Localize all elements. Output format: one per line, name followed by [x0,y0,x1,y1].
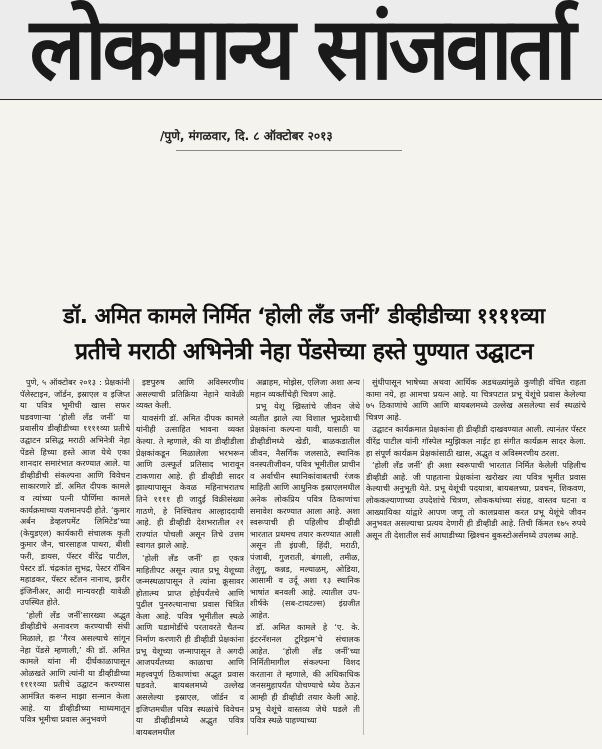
paragraph: प्रभू येशू ख्रिस्तांचे जीवन जेथे व्यतीत झाले त्या विशाल भूप्रदेशाची प्रेक्षकांना कल्पना यावी, यासाठी या डीव्हीडीमध्ये खेडी, बाळकडातील जीवन, नैसर्गिक जलसाठे, स्थानिक वनस्पतीजीवन, पवित्र भूमीतील प्राचीन व अर्वाचीन स्थानिकांवाबतची रंजक माहिती आणि आधुनिक इस्राएलमधील अनेक लोकप्रिय पवित्र ठिकाणांचा समावेश करण्यात आला आहे. अशा स्वरूपाची ही पहिलीच डीव्हीडी भारतात प्रथमच तयार करण्यात आली असून ती इंग्रजी, हिंदी, मराठी, पंजाबी, गुजराती, बंगाली, तमीळ, तेलुगू, कन्नड, मल्याळम्, ओडिया, आसामी व उर्दू अशा १३ स्थानिक भाषांत बनवली आहे. त्यातील उप-शीर्षके (सब-टायटल्स) इंग्रजीत आहेत. [250,401,360,620]
headline-line-1: डॉ. अमित कामले निर्मित ‘होली लँड जर्नी’ डीव्हीडीच्या ११११व्या [63,304,545,329]
article-column-3 [250,377,360,737]
article-body [20,377,586,737]
paragraph: यावसंगी डॉ. अमित दीपक कामले यांनीही उत्साहित भावना व्यक्त केल्या. ते म्हणाले, की या डीव्हीडीला प्रेक्षकांकडून मिळालेला भरभरून आणि उत्स्फूर्त प्रतिसाद भारावून टाकणारा आहे. ही डीव्हीडी सादर झाल्यापासून केवळ महिनाभरातच तिने ११११ ही जादुई विक्रीसंख्या गाठणे, हे निश्चितच आल्हाददायी आहे. ही डीव्हीडी देशभरातील २१ राज्यांत पोचली असून तिचे उत्तम स्वागत झाले आहे. [136,412,244,551]
article-headline [20,300,588,370]
article-column-1 [20,377,130,737]
paragraph: ‘होली लँड जर्नी’सारख्या अद्भुत डीव्हीडीचे अनावरण करण्याची संधी मिळाले, हा ‘गैरव असल्याचे सांगून नेहा पेंडसे म्हणाली,’ की डॉ. अमित कामले यांना मी दीर्घकाळापासून ओळखते आणि त्यांनी या डीव्हीडीच्या ११११व्या प्रतीचे उद्घाटन करण्यास आमंत्रित करून माझा सन्मान केला आहे. या डीव्हीडीच्या माध्यमातून पवित्र भूमीचा प्रवास अनुभवणे [20,609,130,725]
paragraph: डॉ. अमित कामले हे ‘ए. के. इंटरनॅशनल टूरिझम’चे संचालक आहेत. ‘होली लँड जर्नी’च्या निर्मितीमागील संकल्पना विशद करताना ते म्हणाले, की अधिकाधिक जनसमुहापर्यंत पोचण्याचे ध्येय ठेऊन आम्ही ही डीव्हीडी तयार केली आहे. प्रभू येशूंचे वास्तव्य जेथे घडले ती पवित्र स्थळे पाहण्याच्या [250,622,360,726]
paragraph: पुणे, ५ ऑक्टोबर २०१३ : प्रेक्षकांनी पॅलेस्टाइन, जॉर्डन, इस्राएल व इजिप्त या पवित्र भूमीची खास सफर घडवणाऱ्या ‘होली लँड जर्नी’ या प्रवासीय डीव्हीडीच्या ११११व्या प्रतीचे उद्घाटन प्रसिद्ध मराठी अभिनेत्री नेहा पेंडसे हिच्या हस्ते आज येथे एका शानदार समारंभात करण्यात आले. या डीव्हीडीची संकल्पना आणि विवेचन साकारणारे डॉ. अमित दीपक कामले व त्यांच्या पत्नी पौर्णिमा कामले कार्यक्रमाच्या यजमानपदी होते. ‘कुमार अर्बन डेव्हलपमेंट लिमिटेड’च्या (केयुडएल) कार्यकारी संचालक कृती कुमार जैन, चारसाहज पाथरा, बीशी फरी, डायस, पॅस्टर वीरेंद्र पाटील, पेस्टर डॉ. चंद्रकांत सुभद्र, पेस्टर रॉबिन महाडकर, पॅस्टर स्टॅलन नानाथ, झरीर इंजिनीअर, आदी मान्यवरही यावेळी उपस्थित होते. [20,377,130,608]
paragraph: अब्राहम, मोझेस, एलिजा अशा अन्य महान व्यक्तींचेही चित्रण आहे. [250,377,360,399]
paragraph: उद्घाटन कार्यक्रमात प्रेक्षकांना ही डीव्हीडी दाखवण्यात आली. त्यानंतर पॅस्टर वीरेंद्र पाटील यांनी गॉस्पेल म्युझिकल नाईट हा संगीत कार्यक्रम सादर केला. हा संपूर्ण कार्यक्रम प्रेक्षकांसाठी खास, अद्भुत व अविस्मरणीय ठरला. [366,424,586,458]
masthead-rule [0,99,602,100]
paragraph: इष्टपुरुष आणि अविस्मरणीय असल्याची प्रतिक्रिया नेहाने यावेळी व्यक्त केली. [136,377,244,411]
article-column-2 [136,377,244,737]
article-column-4 [366,377,586,737]
paragraph: ‘होली लँड जर्नी’ हा एकत्र माहितीपट असून त्यात प्रभू येशूच्या जन्मस्थळापासून ते त्यांना क्रूसावर होतात्म्य प्राप्त होईपर्यंतचे आणि पुढील पुनरुत्थानाचा प्रवास चित्रित केला आहे. पवित्र भूमीतील स्थळे आणि घडामोडींचे परतावरते चैतन्य निर्माण करणारी ही डीव्हीडी प्रेक्षकांना प्रभू येशूच्या जन्मापासून ते अगदी आजपर्यंतच्या काळाचा आणि महत्त्वपूर्ण ठिकाणांचा अद्भुत प्रवास घडवते. बायबलमध्ये उल्लेख असलेल्या इस्राएल, जॉर्डन व इजिप्तमधील पवित्र स्थळांचे विवेचन या डीव्हीडीमध्ये अद्भुत पवित्र बायबलमधील [136,552,244,737]
headline-line-2: प्रतीचे मराठी अभिनेत्री नेहा पेंडसेच्या हस्ते पुण्यात उद्घाटन [74,339,534,365]
masthead [0,0,602,100]
newspaper-title: लोकमान्य सांजवार्ता [29,0,573,100]
column-divider [363,379,364,735]
paragraph: ‘होली लँड जर्नी’ ही अशा स्वरूपाची भारतात निर्मित केलेली पहिलीच डीव्हीडी आहे. जी पाहताना प्रेक्षकांना खरोखर त्या पवित्र भूमीत प्रवास केल्याची अनुभूती येते. प्रभू येशूंची पदयात्रा, बायबलच्या, प्रवचन, शिकवण, लोककल्याणाच्या उपदेशांचे चित्रण, लोककथांच्या संग्रह, वास्तव घटना व आख्यायिका यांद्वारे आपण जणू तो कालप्रवास करत प्रभू येशूंचे जीवन अनुभवत असल्याचा प्रत्यय देणारी ही डीव्हीडी आहे. तिची किंमत १७५ रुपये असून ती देशातील सर्व आघाडीच्या ख्रिश्चन बुकस्टोअर्समध्ये उपलब्ध आहे. [366,460,586,540]
dateline-rule [176,150,402,151]
paragraph: सुंधीपासून भाषेच्या अथवा आर्थिक अडथळ्यांमुळे कुणीही वंचित राहता कामा नये, हा आमचा प्रयत्न आहे. या चित्रपटात प्रभू येशूंचे प्रवास केलेल्या ७५ ठिकाणांचे आणि आणि बायबलमध्ये उल्लेख असलेल्या सर्व स्थळांचे चित्रण आहे. [366,377,586,422]
dateline: /पुणे, मंगळवार, दि. ८ ऑक्टोबर २०१३ [160,129,333,143]
column-divider [247,379,248,735]
column-divider [133,379,134,735]
